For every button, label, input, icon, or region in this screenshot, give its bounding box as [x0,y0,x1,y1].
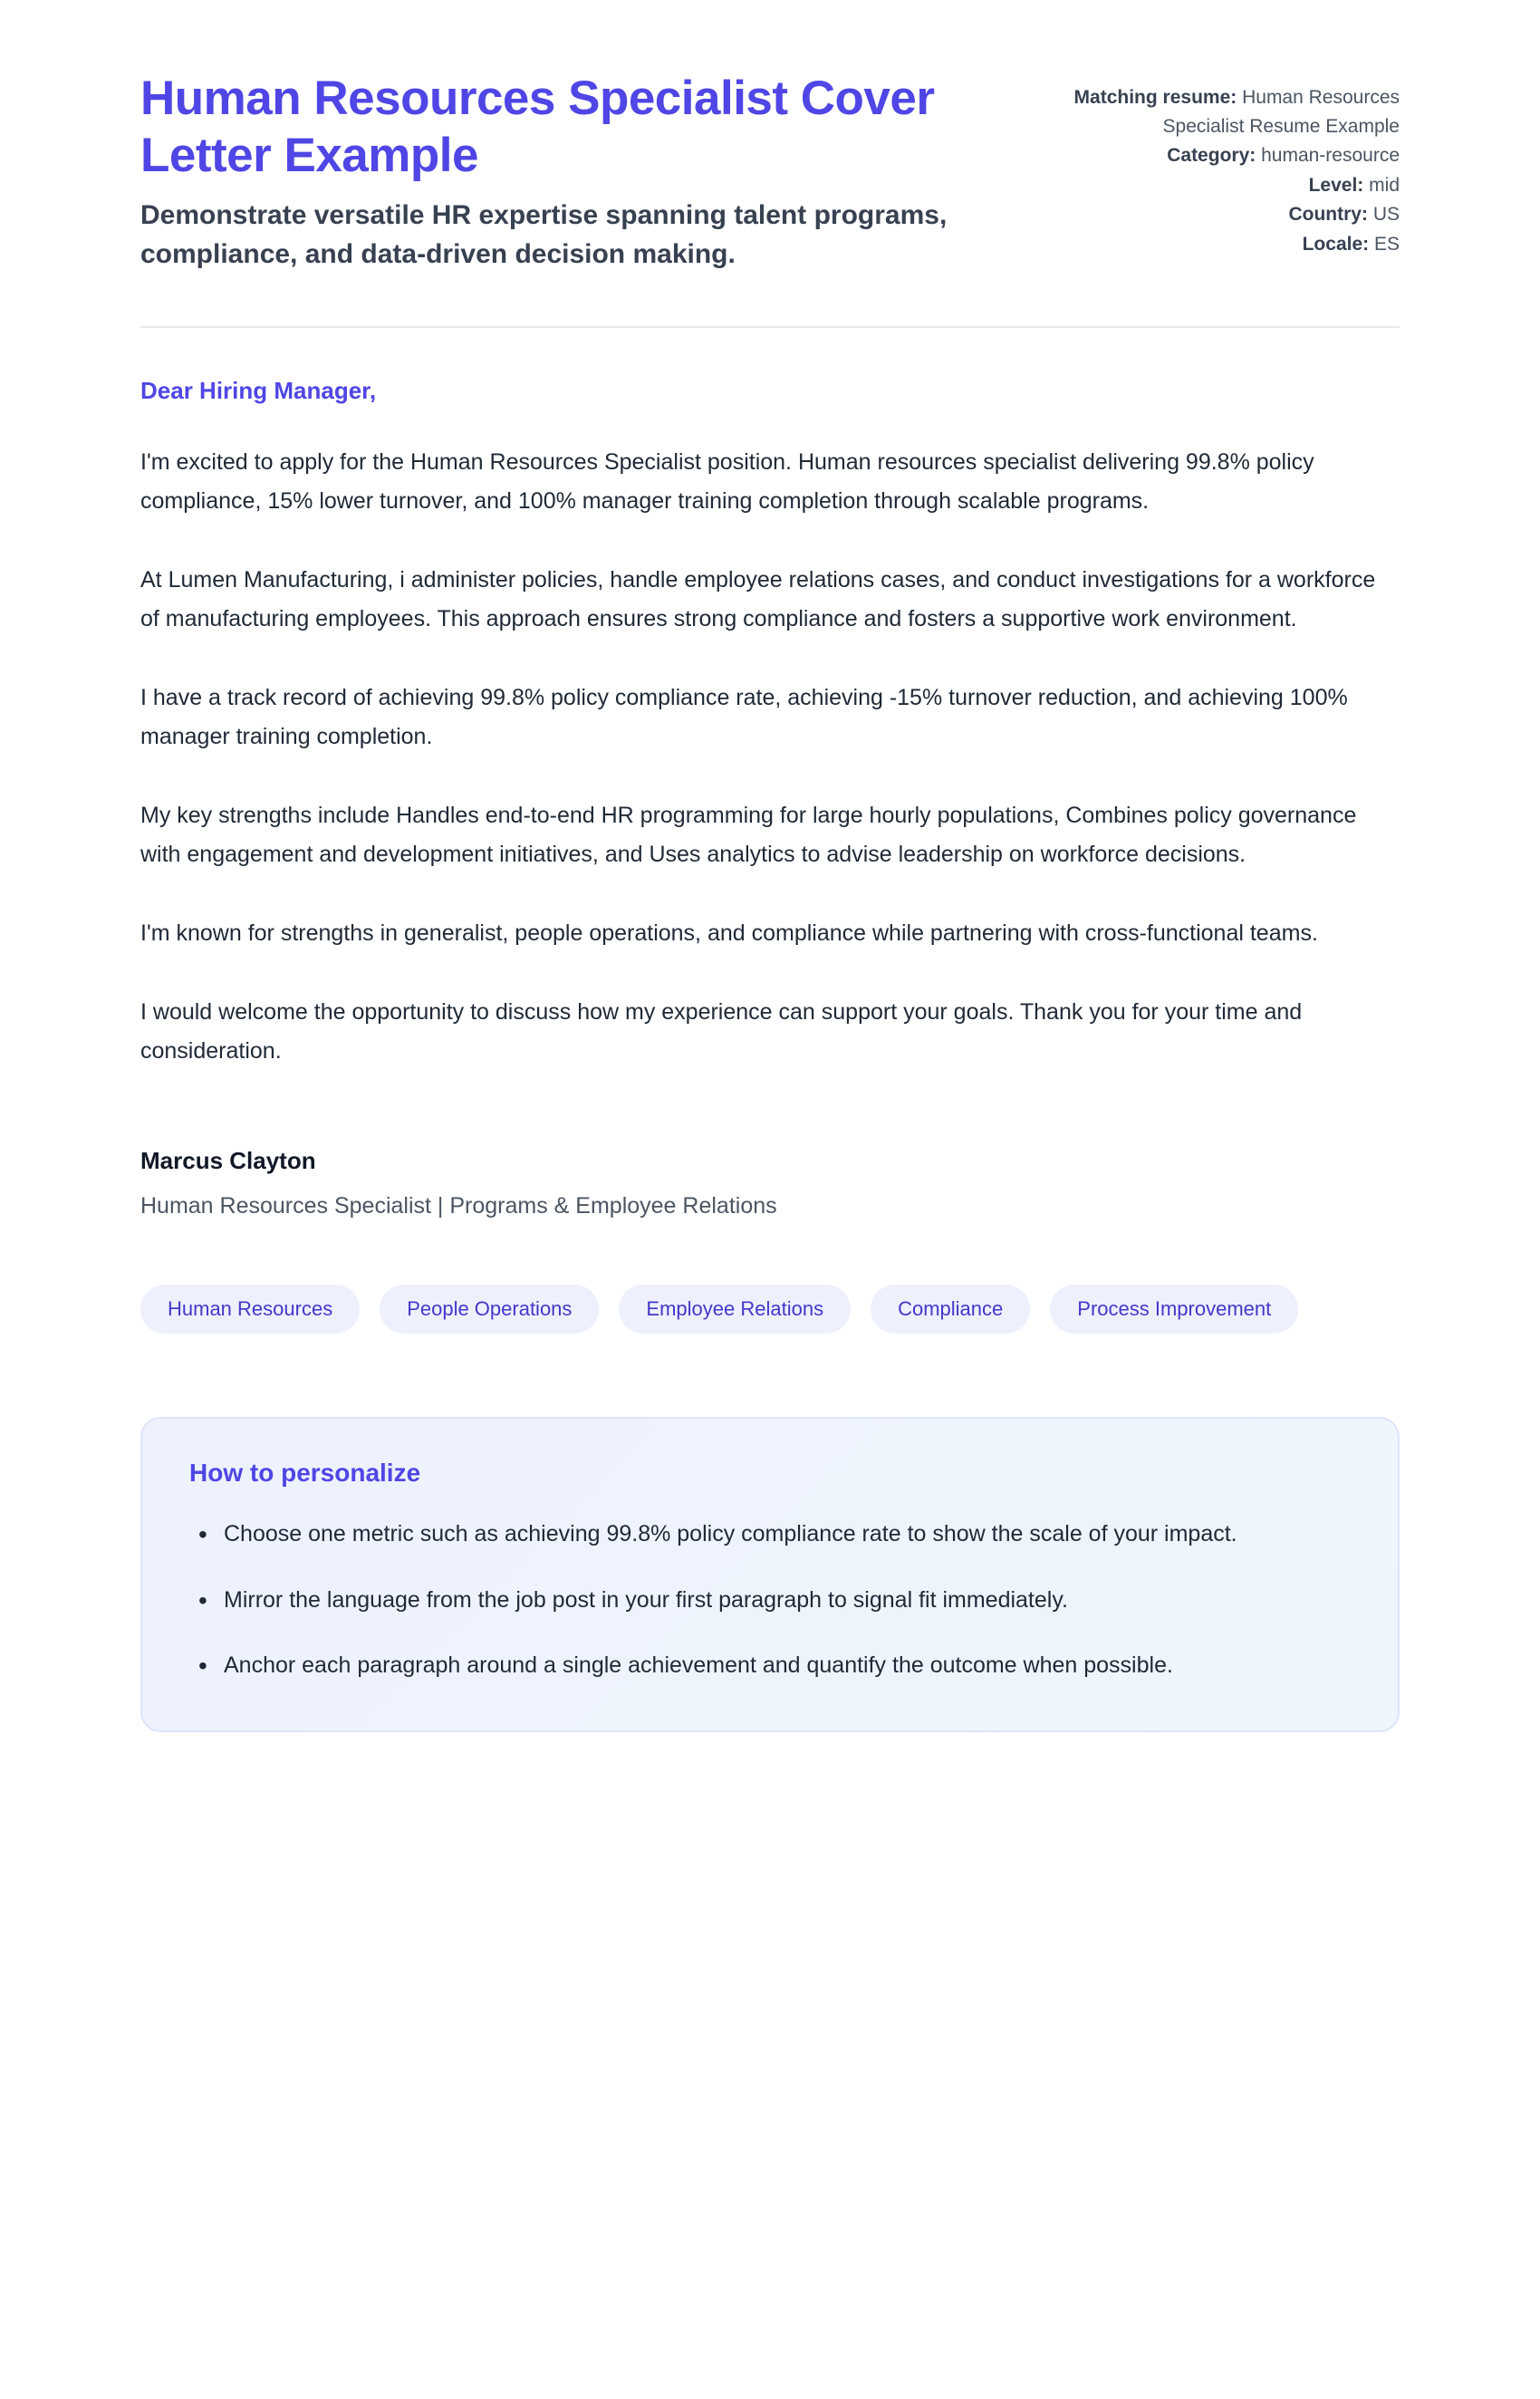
tag-item[interactable]: Employee Relations [619,1285,851,1334]
tag-list [140,1285,1400,1334]
tag-item[interactable]: People Operations [380,1285,599,1334]
list-item: • Choose one metric such as achieving 99.8% policy compliance rate to show the scale of your impact. [189,1515,1313,1554]
signature-name: Marcus Clayton [140,1147,316,1175]
meta-level-label: Level: [1308,174,1364,196]
letter-paragraph-6: I would welcome the opportunity to discuss how my experience can support your goals. Thank you for your time and consideration. [140,999,1303,1065]
meta-matching-resume-label: Matching resume: [1073,87,1237,108]
meta-matching-resume-value: Human Resources Specialist Resume Example [1162,87,1400,137]
meta-category-label: Category: [1167,145,1256,166]
personalize-title: How to personalize [189,1459,421,1488]
letter-body [140,328,1400,1219]
page-subtitle: Demonstrate versatile HR expertise spanning talent programs, compliance, and data-driven decision making. [140,200,948,269]
header-text-block [140,71,1010,274]
meta-locale-value: ES [1373,233,1400,255]
tag-item[interactable]: Human Resources [140,1285,360,1334]
letter-paragraph-3: I have a track record of achieving 99.8% policy compliance rate, achieving -15% turnover reduction, and achieving 100% manager training completion. [140,685,1348,750]
tag-item[interactable]: Compliance [871,1285,1030,1334]
letter-paragraph-4: My key strengths include Handles end-to-end HR programming for large hourly populations, Combines policy governance with engagement and development initiatives, and Uses analytics to advise leadership on workforce decisions. [140,803,1357,868]
signature-block [140,1147,1400,1219]
page-title: Human Resources Specialist Cover Letter Example [140,72,935,182]
meta-country-value: US [1372,204,1400,225]
meta-level [1046,171,1400,200]
meta-country-label: Country: [1288,204,1368,225]
letter-paragraph-5: I'm known for strengths in generalist, people operations, and compliance while partnering with cross-functional teams. [140,920,1318,947]
meta-country [1046,200,1400,229]
signature-role: Human Resources Specialist | Programs & Employee Relations [140,1193,777,1219]
meta-level-value: mid [1369,174,1400,196]
salutation: Dear Hiring Manager, [140,377,377,405]
letter-paragraph-2: At Lumen Manufacturing, i administer policies, handle employee relations cases, and conduct investigations for a workforce of manufacturing employees. This approach ensures strong compliance and fosters a supportive work environment. [140,567,1376,632]
meta-category-value: human-resource [1261,145,1400,166]
personalize-list [189,1515,1351,1685]
document-header [140,71,1400,274]
list-item: • Anchor each paragraph around a single achievement and quantify the outcome when possible. [189,1646,1313,1685]
list-item: • Mirror the language from the job post in your first paragraph to signal fit immediately. [189,1581,1313,1620]
meta-locale [1046,230,1400,259]
page-bottom-spacer [140,1732,1400,1904]
document-metadata [1046,71,1400,259]
meta-category [1046,141,1400,170]
letter-paragraph-1: I'm excited to apply for the Human Resources Specialist position. Human resources specialist delivering 99.8% policy compliance, 15% lower turnover, and 100% manager training completion through scalable programs. [140,449,1314,515]
tag-item[interactable]: Process Improvement [1050,1285,1298,1334]
meta-locale-label: Locale: [1302,233,1370,255]
personalize-card [140,1417,1400,1732]
meta-matching-resume [1046,83,1400,140]
